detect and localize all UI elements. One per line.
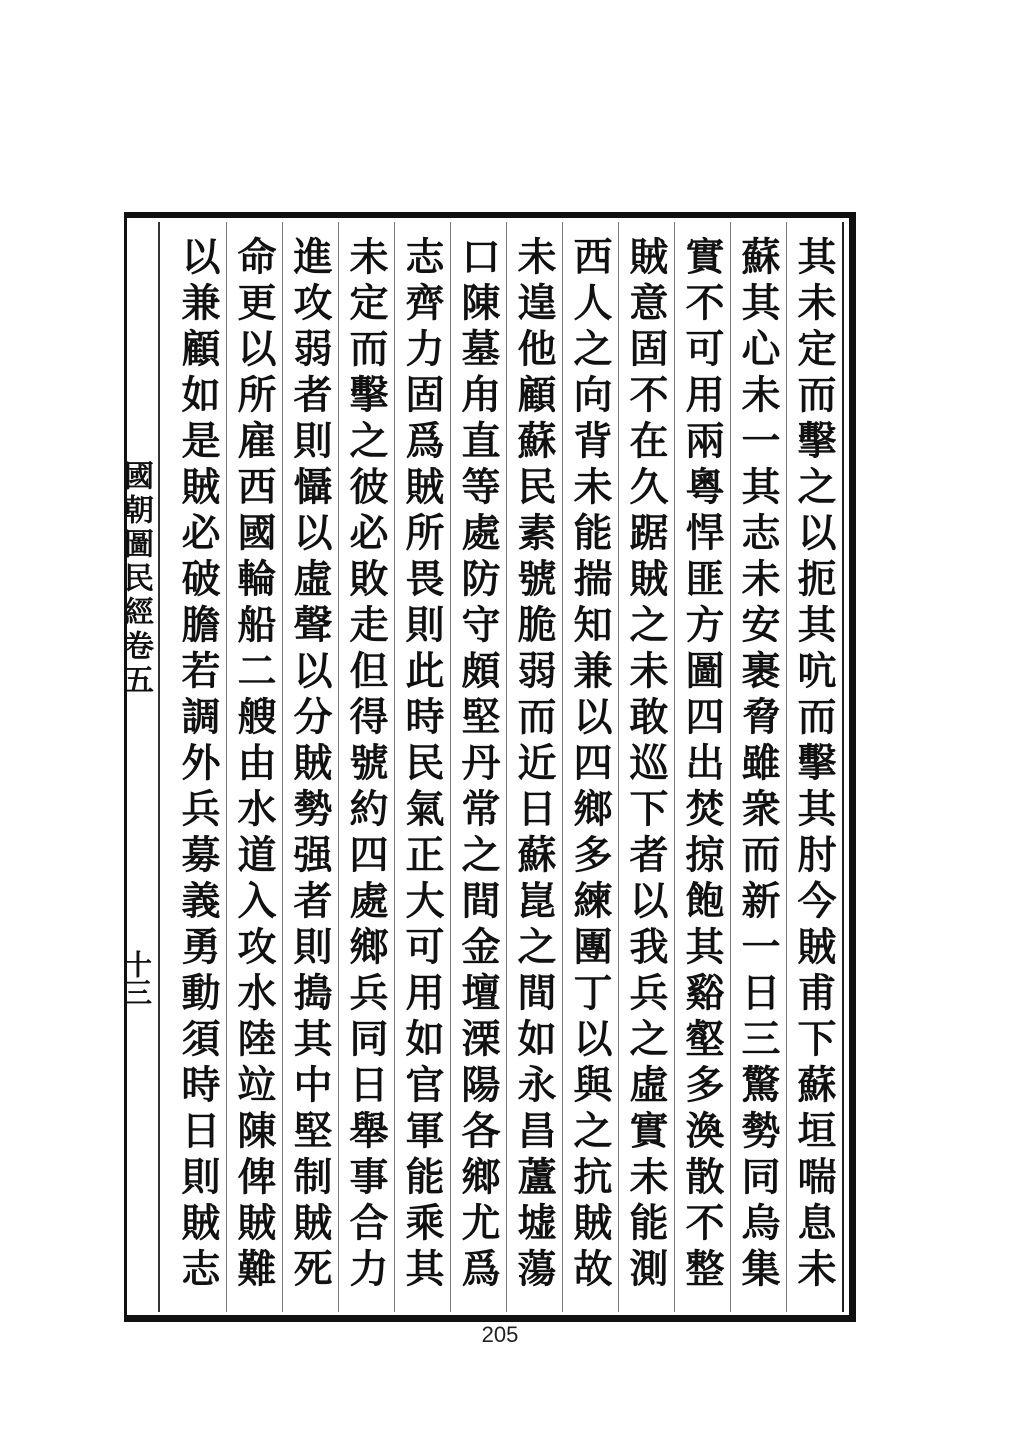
text-column-4: 賊意固不在久踞賊之未敢巡下者以我兵之虛實未能測 [623,236,669,1294]
text-column-6: 未遑他顧蘇民素號脆弱而近日蘇崑之間如永昌蘆墟蕩 [511,236,557,1294]
text-column-1: 其未定而擊之以扼其吭而擊其肘今賊甫下蘇垣喘息未 [791,236,837,1294]
text-column-9: 未定而擊之彼必敗走但得號約四處鄉兵同日舉事合力 [343,236,389,1294]
text-column-10: 進攻弱者則懾以虛聲以分賊勢强者則搗其中堅制賊死 [287,236,333,1294]
text-column-12: 以兼顧如是賊必破膽若調外兵募義勇動須時日則賊志 [175,236,221,1294]
text-column-7: 口陳墓甪直等處防守頗堅丹常之間金壇溧陽各鄉尤爲 [455,236,501,1294]
text-column-3: 實不可用兩粵悍匪方圖四出焚掠飽其谿壑多渙散不整 [679,236,725,1294]
text-column-5: 西人之向背未能揣知兼以四鄉多練團丁以與之抗賊故 [567,236,613,1294]
text-column-11: 命更以所雇西國輪船二艘由水道入攻水陸竝陳俾賊難 [231,236,277,1294]
inner-rule-right [842,222,844,1312]
text-column-2: 蘇其心未一其志未安裹脅雖衆而新一日三驚勢同烏集 [735,236,781,1294]
margin-title: 國朝圖民經卷五 [118,460,153,698]
page-number: 205 [481,1322,519,1347]
margin-page-number: 十三 [120,950,153,1006]
text-column-8: 志齊力固爲賊所畏則此時民氣正大可用如官軍能乘其 [399,236,445,1294]
inner-rule-left [158,222,160,1312]
